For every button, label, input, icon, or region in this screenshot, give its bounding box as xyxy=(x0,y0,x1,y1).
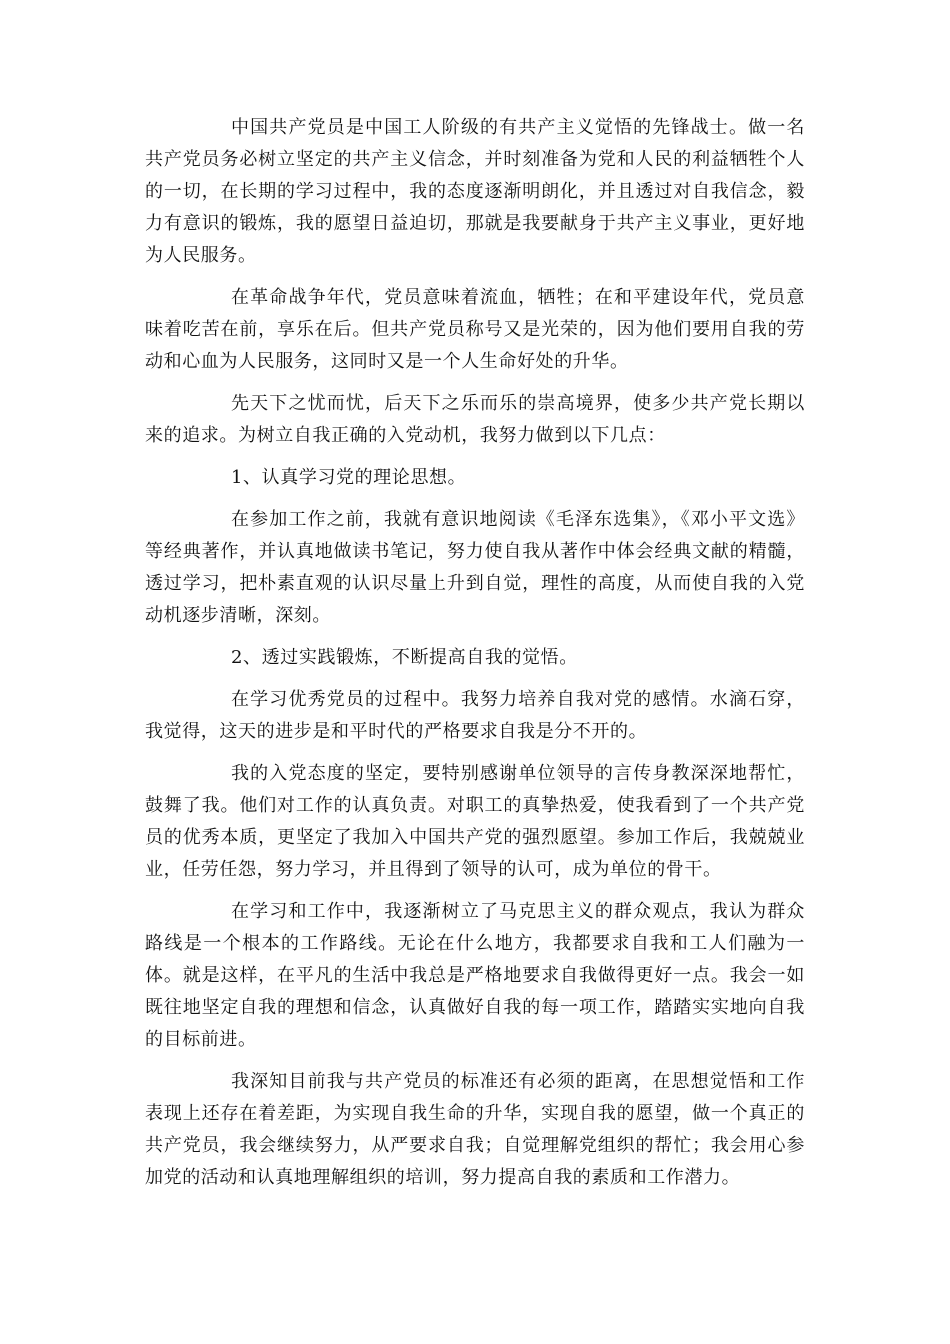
list-heading-1: 1、认真学习党的理论思想。 xyxy=(231,467,467,488)
paragraph-3: 先天下之忧而忧，后天下之乐而乐的崇高境界，使多少共产党长期以来的追求。为树立自我正确的入党动机，我努力做到以下几点： xyxy=(145,393,805,446)
paragraph-6: 我的入党态度的坚定，要特别感谢单位领导的言传身教深深地帮忙，鼓舞了我。他们对工作的认真负责。对职工的真挚热爱，使我看到了一个共产党员的优秀本质，更坚定了我加入中国共产党的强烈愿望。参加工作后，我兢兢业业，任劳任怨，努力学习，并且得到了领导的认可，成为单位的骨干。 xyxy=(145,763,805,880)
list-heading-2: 2、透过实践锻炼，不断提高自我的觉悟。 xyxy=(231,647,578,668)
paragraph-1: 中国共产党员是中国工人阶级的有共产主义觉悟的先锋战士。做一名共产党员务必树立坚定的共产主义信念，并时刻准备为党和人民的利益牺牲个人的一切，在长期的学习过程中，我的态度逐渐明朗化，并且透过对自我信念，毅力有意识的锻炼，我的愿望日益迫切，那就是我要献身于共产主义事业，更好地为人民服务。 xyxy=(145,117,805,266)
paragraph-7: 在学习和工作中，我逐渐树立了马克思主义的群众观点，我认为群众路线是一个根本的工作路线。无论在什么地方，我都要求自我和工人们融为一体。就是这样，在平凡的生活中我总是严格地要求自我做得更好一点。我会一如既往地坚定自我的理想和信念，认真做好自我的每一项工作，踏踏实实地向自我的目标前进。 xyxy=(145,901,805,1050)
paragraph-4: 在参加工作之前，我就有意识地阅读《毛泽东选集》，《邓小平文选》等经典著作，并认真地做读书笔记，努力使自我从著作中体会经典文献的精髓，透过学习，把朴素直观的认识尽量上升到自觉，理性的高度，从而使自我的入党动机逐步清晰，深刻。 xyxy=(145,509,805,626)
paragraph-5: 在学习优秀党员的过程中。我努力培养自我对党的感情。水滴石穿，我觉得，这天的进步是和平时代的严格要求自我是分不开的。 xyxy=(145,689,805,742)
paragraph-2: 在革命战争年代，党员意味着流血，牺牲；在和平建设年代，党员意味着吃苦在前，享乐在后。但共产党员称号又是光荣的，因为他们要用自我的劳动和心血为人民服务，这同时又是一个人生命好处的升华。 xyxy=(145,287,805,372)
document-body xyxy=(145,112,805,1204)
paragraph-8: 我深知目前我与共产党员的标准还有必须的距离，在思想觉悟和工作表现上还存在着差距，为实现自我生命的升华，实现自我的愿望，做一个真正的共产党员，我会继续努力，从严要求自我；自觉理解党组织的帮忙；我会用心参加党的活动和认真地理解组织的培训，努力提高自我的素质和工作潜力。 xyxy=(145,1071,805,1188)
